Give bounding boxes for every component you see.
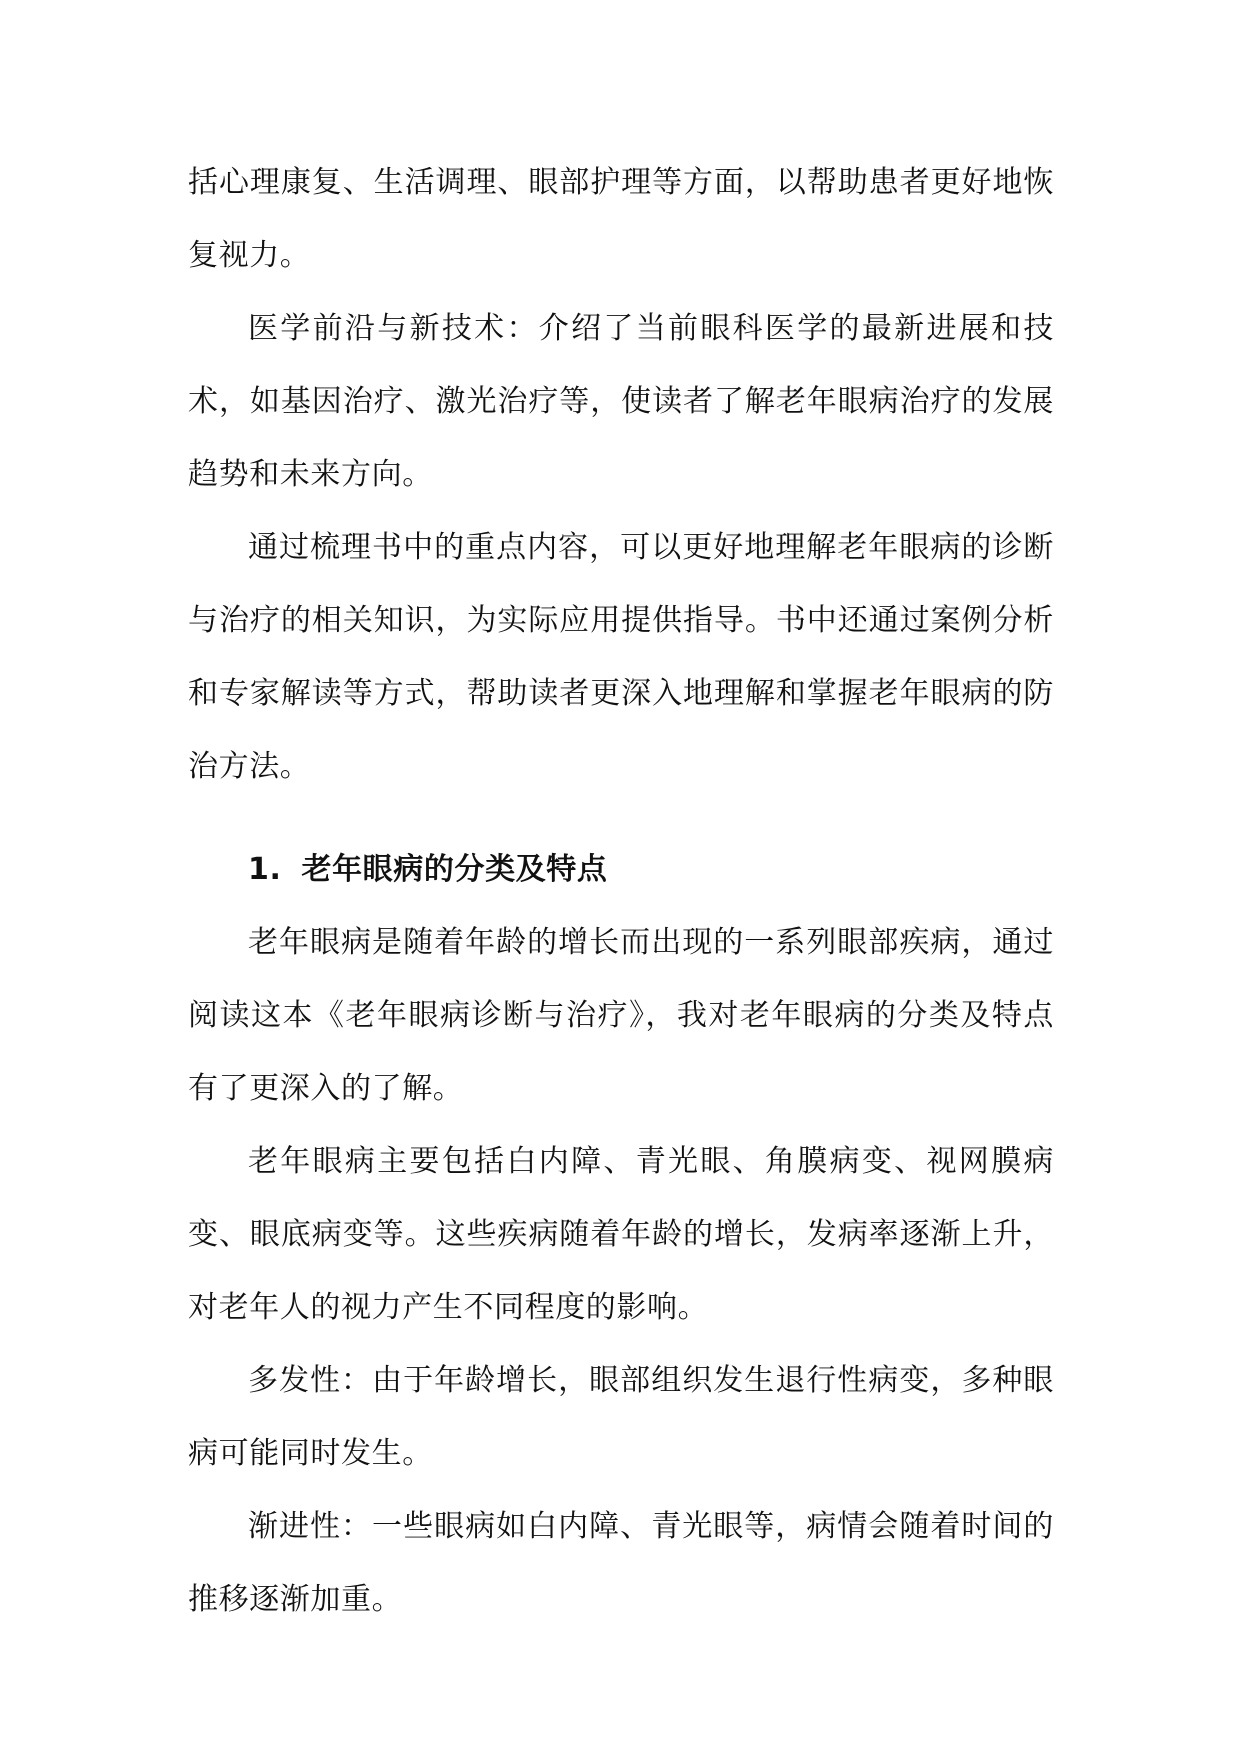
section-title: 老年眼病的分类及特点 <box>301 852 608 887</box>
section-spacer <box>188 803 1054 833</box>
paragraph-multiple: 多发性：由于年龄增长，眼部组织发生退行性病变，多种眼病可能同时发生。 <box>188 1363 1054 1471</box>
section-heading <box>188 833 1054 906</box>
paragraph-medical-frontier: 医学前沿与新技术：介绍了当前眼科医学的最新进展和技术，如基因治疗、激光治疗等，使读者了解老年眼病治疗的发展趋势和未来方向。 <box>188 311 1054 492</box>
document-body <box>188 146 1054 1636</box>
paragraph-intro: 老年眼病是随着年龄的增长而出现的一系列眼部疾病，通过阅读这本《老年眼病诊断与治疗》，我对老年眼病的分类及特点有了更深入的了解。 <box>188 925 1054 1106</box>
paragraph-progressive: 渐进性：一些眼病如白内障、青光眼等，病情会随着时间的推移逐渐加重。 <box>188 1509 1054 1617</box>
section-number: 1. <box>248 852 282 887</box>
paragraph-types: 老年眼病主要包括白内障、青光眼、角膜病变、视网膜病变、眼底病变等。这些疾病随着年龄的增长，发病率逐渐上升，对老年人的视力产生不同程度的影响。 <box>188 1144 1054 1325</box>
paragraph-continued: 括心理康复、生活调理、眼部护理等方面，以帮助患者更好地恢复视力。 <box>188 165 1054 273</box>
paragraph-summary: 通过梳理书中的重点内容，可以更好地理解老年眼病的诊断与治疗的相关知识，为实际应用提供指导。书中还通过案例分析和专家解读等方式，帮助读者更深入地理解和掌握老年眼病的防治方法。 <box>188 530 1054 784</box>
